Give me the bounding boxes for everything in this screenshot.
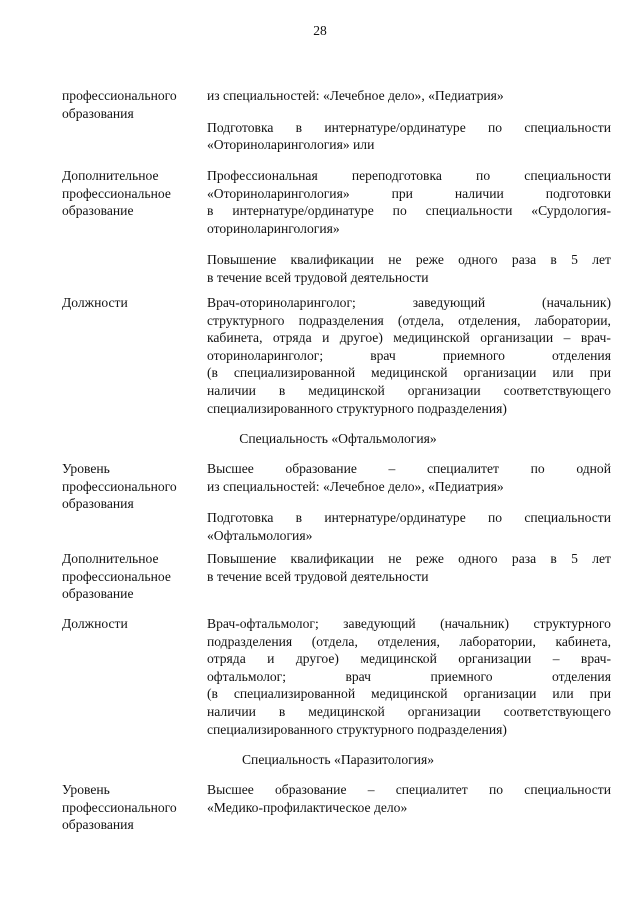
word: (начальник) <box>542 295 611 310</box>
row-label: Дополнительное профессиональное образование <box>62 551 171 602</box>
word: по <box>488 782 504 797</box>
word: квалификации <box>290 551 374 566</box>
word: и <box>267 651 275 667</box>
word: отряда <box>272 330 312 346</box>
word: организации <box>463 365 537 381</box>
row-label: Должности <box>62 616 128 631</box>
paragraph: Врач-офтальмолог; заведующий (начальник) структурного подразделения (отдела, отделения, лаборатории, кабинета, отряда и другое) медицинской организации – врач- офтальмолог; врач приемного отделения (в специализированной медицинской организации или при наличии в медицинской организации соответствующего специализированного структурного подразделения) <box>207 616 611 737</box>
word: Подготовка <box>207 510 274 526</box>
paragraph: Подготовка в интернатуре/ординатуре по специальности «Офтальмология» <box>207 510 611 543</box>
word: специальности <box>524 119 611 135</box>
word: Подготовка <box>207 119 274 135</box>
word: кабинета, <box>555 633 611 649</box>
word: 5 <box>571 551 578 566</box>
word: офтальмолог; <box>207 668 287 684</box>
paragraph: Высшее образование – специалитет по специальности «Медико-профилактическое дело» <box>207 782 611 815</box>
word: наличии <box>454 185 504 201</box>
word: заведующий <box>412 295 486 310</box>
word: структурного <box>207 312 285 328</box>
word: наличии <box>207 703 256 719</box>
paragraph: Подготовка в интернатуре/ординатуре по специальности «Оториноларингология» или <box>207 119 611 153</box>
word: специализированной <box>233 365 356 381</box>
specialty-heading-ophthalmology: Специальность «Офтальмология» <box>239 431 437 446</box>
word: лет <box>592 252 611 268</box>
word: реже <box>415 551 444 566</box>
word: врач <box>345 668 372 684</box>
word: при <box>589 365 611 381</box>
word: в <box>550 252 557 268</box>
word: (в <box>207 686 218 702</box>
word: интернатуре/ординатуре <box>232 203 374 219</box>
word: образование <box>275 782 347 797</box>
word: организации <box>407 382 481 398</box>
word: организации <box>407 703 481 719</box>
word: отделения <box>552 347 611 363</box>
word: – <box>552 651 560 667</box>
word: в <box>278 703 286 719</box>
word: при <box>589 686 611 702</box>
word: и <box>322 330 330 346</box>
word: специалитет <box>426 461 499 476</box>
row-content <box>207 550 611 585</box>
word: (в <box>207 365 218 381</box>
paragraph: Повышение квалификации не реже одного раза в 5 лет в течение всей трудовой деятельности <box>207 551 611 584</box>
word: врач <box>370 347 396 363</box>
word: Профессиональная <box>207 168 318 183</box>
page-number: 28 <box>313 23 327 38</box>
row-label: Дополнительное профессиональное образование <box>62 168 171 219</box>
word: интернатуре/ординатуре <box>324 119 466 135</box>
paragraph: Профессиональная переподготовка по специальности «Оториноларингология» при наличии подготовки в интернатуре/ординатуре по специальности «Сурдология- оториноларингология» <box>207 168 611 236</box>
word: интернатуре/ординатуре <box>324 510 466 526</box>
word: соответствующего <box>503 382 611 398</box>
word: не <box>388 551 402 566</box>
word: 5 <box>571 252 578 268</box>
word: структурного <box>533 616 611 631</box>
word: – <box>563 330 571 346</box>
word: квалификации <box>290 252 374 268</box>
paragraph: Повышение квалификации не реже одного раза в 5 лет в течение всей трудовой деятельности <box>207 252 611 285</box>
word: (отдела, <box>397 312 444 328</box>
word: Высшее <box>207 461 254 476</box>
word: Повышение <box>207 551 277 566</box>
word: подразделения <box>298 312 384 328</box>
word: другое) <box>295 651 339 667</box>
word: в <box>207 203 214 219</box>
row-content <box>207 167 611 287</box>
word: медицинской <box>371 686 448 702</box>
paragraph: Высшее образование – специалитет по одной из специальностей: «Лечебное дело», «Педиатрия» <box>207 461 611 494</box>
word: наличии <box>207 382 256 398</box>
word: медицинской <box>308 703 385 719</box>
row-content <box>207 294 611 417</box>
word: медицинской <box>308 382 385 398</box>
word: оториноларинголог; <box>207 347 324 363</box>
word: медицинской <box>371 365 448 381</box>
word: по <box>530 461 545 476</box>
word: по <box>487 119 503 135</box>
word: раза <box>511 252 537 268</box>
word: отделения <box>552 668 611 684</box>
word: специальности <box>524 168 611 183</box>
row-content <box>207 460 611 544</box>
word: одной <box>576 461 611 476</box>
word: специальности <box>524 782 611 797</box>
word: приемного <box>430 668 493 684</box>
word: при <box>391 185 413 201</box>
row-label: Должности <box>62 295 128 310</box>
word: подготовки <box>545 185 611 201</box>
word: (отдела, <box>311 633 358 649</box>
row-content <box>207 615 611 738</box>
word: одного <box>458 551 498 566</box>
word: «Сурдология- <box>531 203 611 219</box>
word: по <box>487 510 503 526</box>
word: специальности <box>524 510 611 526</box>
word: отряда <box>207 651 246 667</box>
word: одного <box>458 252 498 268</box>
word: лаборатории, <box>534 312 611 328</box>
word: или <box>552 365 574 381</box>
word: отделения, <box>458 312 521 328</box>
word: кабинета, <box>207 330 263 346</box>
word: раза <box>511 551 537 566</box>
word: по <box>476 168 491 183</box>
word: организации <box>480 330 554 346</box>
word: по <box>392 203 407 219</box>
word: в <box>550 551 557 566</box>
word: в <box>295 510 303 526</box>
word: специалитет <box>395 782 468 797</box>
word: подразделения <box>207 633 293 649</box>
word: реже <box>415 252 444 268</box>
row-content <box>207 87 611 154</box>
word: лет <box>592 551 611 566</box>
word: – <box>388 461 396 476</box>
row-label: Уровень профессионального образования <box>62 461 177 512</box>
word: «Оториноларингология» <box>207 185 350 201</box>
word: приемного <box>442 347 505 363</box>
word: в <box>278 382 286 398</box>
word: заведующий <box>343 616 416 631</box>
word: отделения, <box>377 633 440 649</box>
word: не <box>388 252 402 268</box>
word: (начальник) <box>440 616 510 631</box>
word: лаборатории, <box>459 633 536 649</box>
word: соответствующего <box>503 703 611 719</box>
word: образование <box>285 461 357 476</box>
word: Повышение <box>207 252 277 268</box>
paragraph: из специальностей: «Лечебное дело», «Педиатрия» <box>207 88 504 103</box>
row-label: профессионального образования <box>62 88 177 121</box>
word: врач- <box>580 651 611 667</box>
word: медицинской <box>360 651 437 667</box>
word: Высшее <box>207 782 254 797</box>
word: Врач-офтальмолог; <box>207 616 319 631</box>
word: медицинской <box>393 330 470 346</box>
word: врач- <box>580 330 611 346</box>
word: специализированной <box>233 686 356 702</box>
word: в <box>295 119 303 135</box>
word: специальности <box>425 203 513 219</box>
row-content <box>207 781 611 816</box>
word: другое) <box>339 330 383 346</box>
word: – <box>367 782 375 797</box>
word: переподготовка <box>351 168 442 183</box>
word: организации <box>463 686 537 702</box>
word: организации <box>458 651 532 667</box>
word: Врач-оториноларинголог; <box>207 295 356 310</box>
specialty-heading-parasitology: Специальность «Паразитология» <box>241 752 435 767</box>
row-label: Уровень профессионального образования <box>62 782 177 833</box>
word: или <box>552 686 574 702</box>
paragraph: Врач-оториноларинголог; заведующий (начальник) структурного подразделения (отдела, отделения, лаборатории, кабинета, отряда и другое) медицинской организации – врач- оториноларинголог; врач приемного отделения (в специализированной медицинской организации или при наличии в медицинской организации соответствующего специализированного структурного подразделения) <box>207 295 611 416</box>
